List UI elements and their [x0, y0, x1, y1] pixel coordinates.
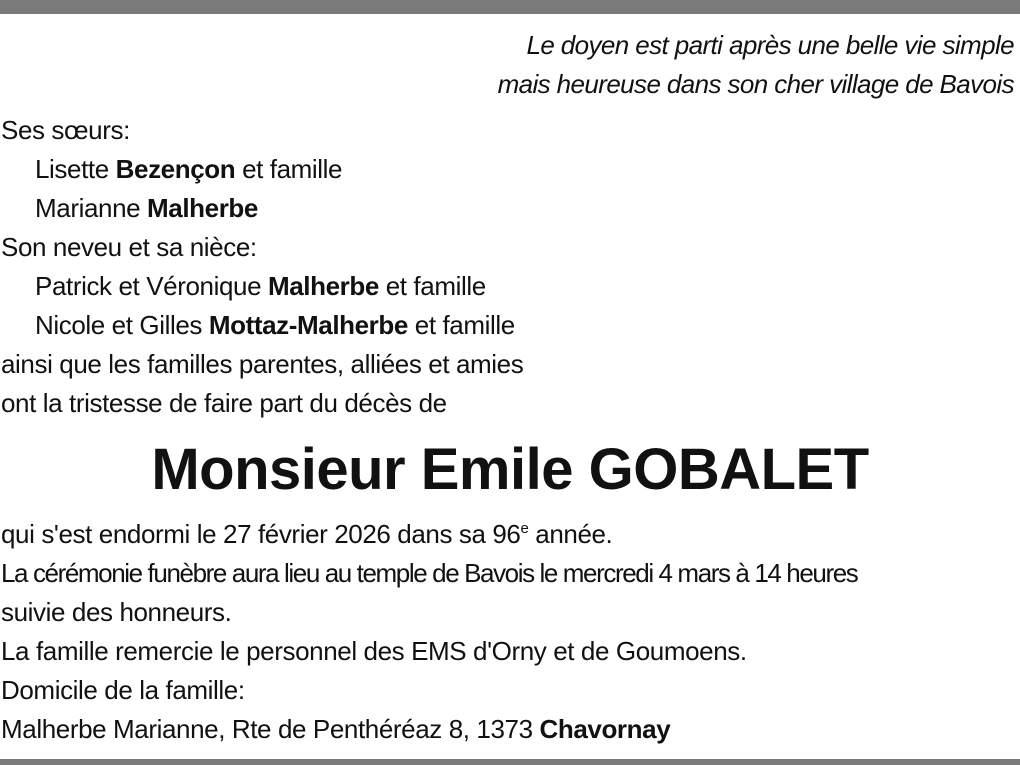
funeral-details — [1, 515, 857, 749]
family-member-sister-1 — [1, 150, 523, 189]
nephew-niece-heading: Son neveu et sa nièce: — [1, 232, 257, 262]
epigraph-line-2: mais heureuse dans son cher village de Bavois — [497, 69, 1014, 99]
death-text-end: année. — [528, 519, 613, 549]
surname: Bezençon — [115, 154, 236, 184]
death-date-line — [1, 515, 857, 554]
address-city: Chavornay — [539, 714, 671, 744]
family-member-sister-2 — [1, 189, 523, 228]
surname: Malherbe — [147, 193, 258, 223]
suffix: et famille — [378, 271, 486, 301]
epigraph-line-1: Le doyen est parti après une belle vie simple — [526, 30, 1014, 60]
relatives-line: ainsi que les familles parentes, alliées et amies — [1, 349, 524, 379]
thanks-line: La famille remercie le personnel des EMS d'Orny et de Goumoens. — [1, 636, 747, 666]
epigraph — [498, 26, 1014, 104]
family-list — [1, 111, 523, 423]
top-border-rule — [0, 0, 1020, 14]
deceased-name: Monsieur Emile GOBALET — [151, 437, 869, 502]
first-name: Marianne — [35, 193, 148, 223]
ceremony-line: La cérémonie funèbre aura lieu au temple de Bavois le mercredi 4 mars à 14 heures — [1, 558, 858, 588]
family-member-nephew-1 — [1, 267, 523, 306]
domicile-heading: Domicile de la famille: — [1, 675, 245, 705]
bottom-border-rule — [0, 759, 1020, 765]
address-line — [1, 710, 857, 749]
first-name: Patrick et Véronique — [35, 271, 268, 301]
surname: Mottaz-Malherbe — [208, 310, 408, 340]
address-text: Malherbe Marianne, Rte de Penthéréaz 8, 1373 — [1, 714, 540, 744]
ordinal-superscript: e — [520, 520, 529, 537]
death-text: qui s'est endormi le 27 février 2026 dans sa 96 — [1, 519, 521, 549]
surname: Malherbe — [267, 271, 379, 301]
first-name: Nicole et Gilles — [35, 310, 209, 340]
first-name: Lisette — [35, 154, 116, 184]
suffix: et famille — [235, 154, 343, 184]
suffix: et famille — [407, 310, 515, 340]
announcement-line: ont la tristesse de faire part du décès de — [1, 388, 447, 418]
sisters-heading: Ses sœurs: — [1, 115, 130, 145]
honours-line: suivie des honneurs. — [1, 597, 232, 627]
family-member-niece-1 — [1, 306, 523, 345]
